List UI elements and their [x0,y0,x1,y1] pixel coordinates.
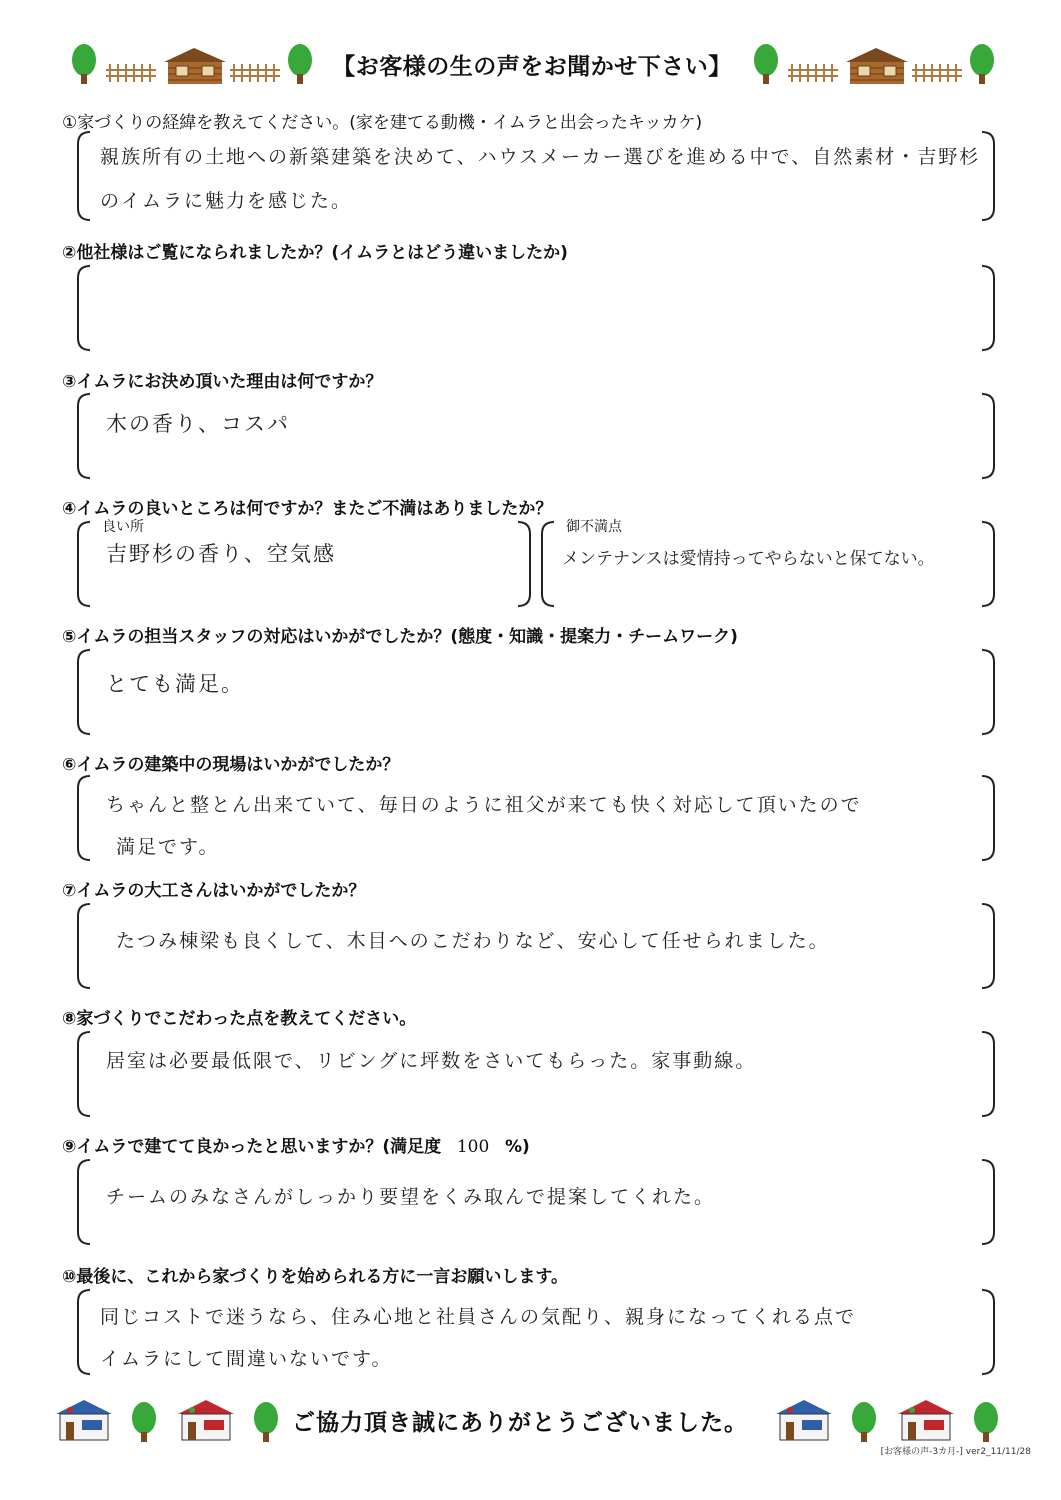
question-7-answer: たつみ棟梁も良くして、木目へのこだわりなど、安心して任せられました。 [116,930,830,952]
question-1-answer-box [76,130,996,222]
question-10-label: ⑩最後に、これから家づくりを始められる方に一言お願いします。 [62,1267,569,1287]
question-1-answer-line-2: のイムラに魅力を感じた。 [100,190,353,212]
question-9-answer-box [76,1158,996,1246]
good-points-label: 良い所 [102,519,144,535]
question-2-label: ②他社様はご覧になられましたか？(イムラとはどう違いましたか) [62,243,568,263]
red-house-icon [178,1400,234,1440]
tree-icon [754,44,778,84]
question-10-answer-box [76,1288,996,1376]
complaints-label: 御不満点 [566,519,622,535]
fence-icon [912,64,962,82]
tree-icon [852,1402,876,1442]
bracket-frame [76,1030,996,1118]
question-3-answer-box [76,392,996,480]
header [0,36,1061,100]
question-1-label: ①家づくりの経緯を教えてください。(家を建てる動機・イムラと出会ったキッカケ) [62,113,703,133]
question-4-label: ④イムラの良いところは何ですか？またご不満はありましたか？ [62,499,553,519]
blue-house-icon [776,1400,832,1440]
question-6-answer-box [76,774,996,862]
question-3-label: ③イムラにお決め頂いた理由は何ですか？ [62,372,383,392]
question-4-bad-answer: メンテナンスは愛情持ってやらないと保てない。 [562,549,935,569]
question-9-label-suffix: %) [505,1137,530,1157]
question-8-label: ⑧家づくりでこだわった点を教えてください。 [62,1009,417,1029]
question-4-good-box [76,520,532,608]
blue-house-icon [56,1400,112,1440]
question-10-answer-line-2: イムラにして間違いないです。 [100,1348,393,1370]
question-9-answer: チームのみなさんがしっかり要望をくみ取んで提案してくれた。 [106,1186,716,1208]
thank-you-message: ご協力頂き誠にありがとうございました。 [292,1410,748,1436]
question-5-answer: とても満足。 [106,672,244,696]
log-house-icon [846,48,908,84]
question-5-answer-box [76,648,996,736]
question-4-bad-box [540,520,996,608]
question-6-answer-line-1: ちゃんと整とん出来ていて、毎日のように祖父が来ても快く対応して頂いたので [106,794,862,816]
header-left-decoration [70,40,320,88]
tree-icon [288,44,312,84]
footer-right-decoration [776,1396,1006,1446]
fence-icon [106,64,156,82]
question-10-answer-line-1: 同じコストで迷うなら、住み心地と社員さんの気配り、親身になってくれる点で [100,1306,857,1328]
question-2-answer-box [76,264,996,352]
page-title: 【お客様の生の声をお聞かせ下さい】 [332,54,732,80]
question-6-answer-line-2: 満足です。 [116,836,220,858]
fence-icon [230,64,280,82]
tree-icon [974,1402,998,1442]
question-7-answer-box [76,902,996,990]
question-8-answer: 居室は必要最低限で、リビングに坪数をさいてもらった。家事動線。 [106,1050,757,1072]
log-house-icon [164,48,226,84]
question-1-answer-line-1: 親族所有の土地への新築建築を決めて、ハウスメーカー選びを進める中で、自然素材・吉野杉 [100,146,981,168]
question-9-label-row [62,1132,530,1157]
red-house-icon [898,1400,954,1440]
satisfaction-value: 100 [456,1137,490,1157]
tree-icon [132,1402,156,1442]
tree-icon [970,44,994,84]
header-right-decoration [752,40,1002,88]
question-5-label: ⑤イムラの担当スタッフの対応はいかがでしたか？(態度・知識・提案力・チームワーク) [62,627,738,647]
tree-icon [254,1402,278,1442]
question-9-label: ⑨イムラで建てて良かったと思いますか？(満足度 [62,1137,442,1157]
question-6-label: ⑥イムラの建築中の現場はいかがでしたか？ [62,755,400,775]
bracket-frame [76,264,996,352]
footer-left-decoration [56,1396,286,1446]
question-8-answer-box [76,1030,996,1118]
form-version: [お客様の声-3カ月-] ver2_11/11/28 [880,1447,1031,1457]
fence-icon [788,64,838,82]
footer [0,1392,1061,1452]
tree-icon [72,44,96,84]
question-4-good-answer: 吉野杉の香り、空気感 [106,542,336,566]
question-3-answer: 木の香り、コスパ [106,412,290,436]
question-7-label: ⑦イムラの大工さんはいかがでしたか？ [62,881,366,901]
